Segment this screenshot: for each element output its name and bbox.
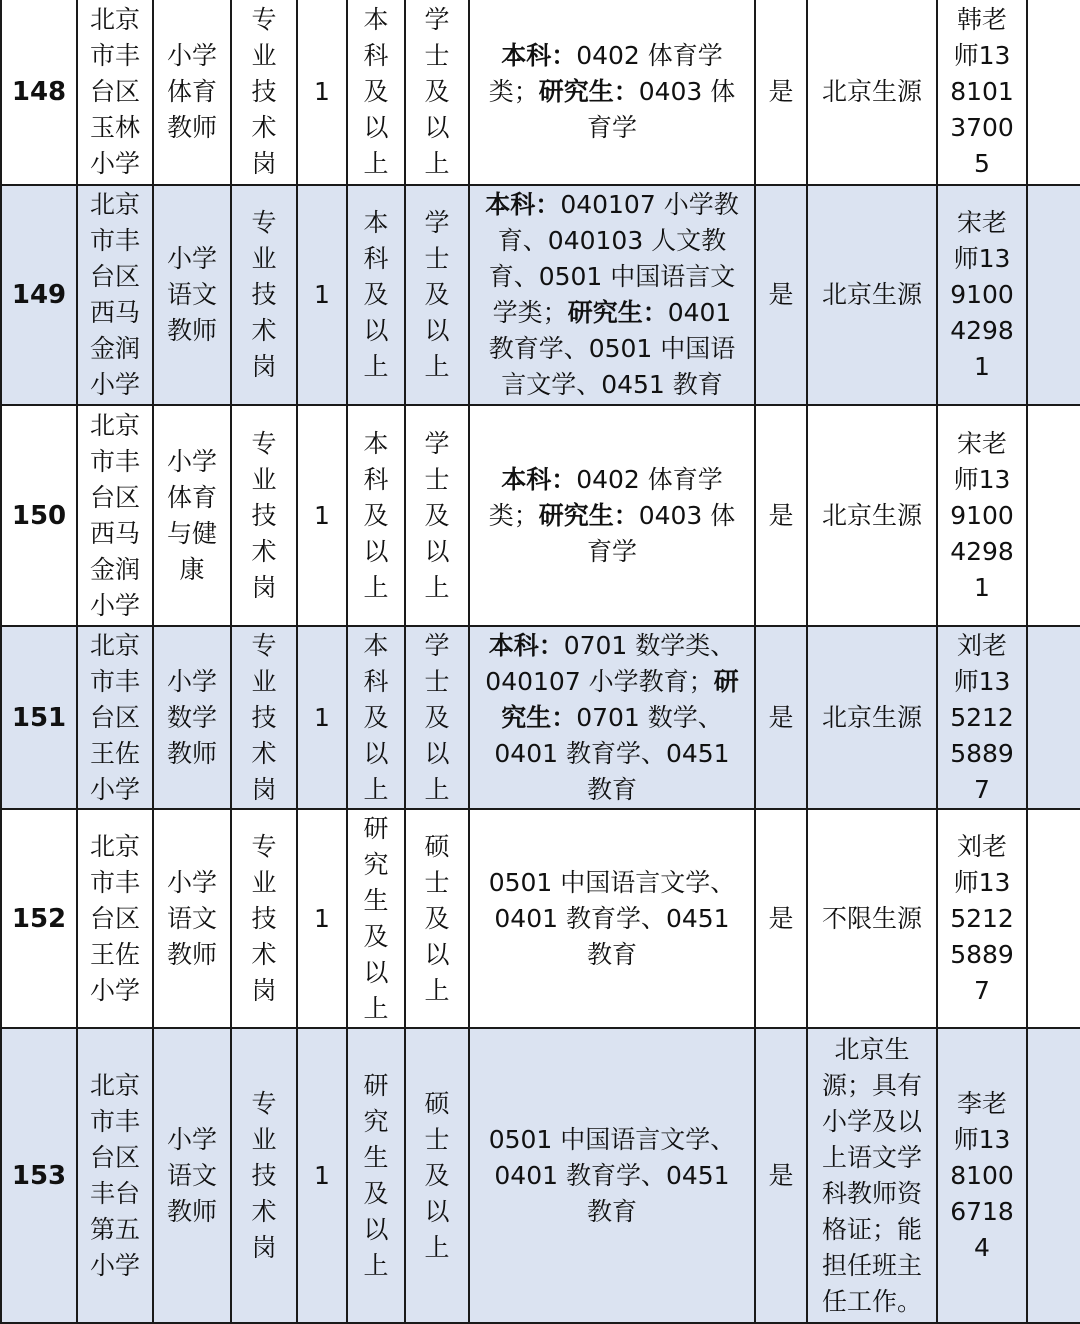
empty-cell [1027, 626, 1080, 809]
education-level: 本 科 及 以 上 [347, 405, 405, 626]
position-type: 专 业 技 术 岗 [231, 626, 297, 809]
table-row [1, 405, 1080, 626]
education-level: 研 究 生 及 以 上 [347, 1028, 405, 1323]
unit-name: 北京市丰台区王佐小学 [77, 809, 153, 1028]
position-type: 专 业 技 术 岗 [231, 185, 297, 405]
source-requirement: 北京生源 [807, 626, 937, 809]
job-title: 小学体育教师 [153, 0, 231, 185]
position-type: 专 业 技 术 岗 [231, 809, 297, 1028]
position-type: 专 业 技 术 岗 [231, 1028, 297, 1323]
empty-cell [1027, 0, 1080, 185]
degree-level: 硕 士 及 以 上 [405, 1028, 469, 1323]
degree-level: 学 士 及 以 上 [405, 0, 469, 185]
position-type: 专 业 技 术 岗 [231, 0, 297, 185]
unit-name: 北京市丰台区西马金润小学 [77, 185, 153, 405]
major-text: 0501 中国语言文学、0401 教育学、0451 教育 [488, 867, 736, 969]
row-number: 150 [1, 405, 77, 626]
source-requirement: 北京生源；具有小学及以上语文学科教师资格证；能担任班主任工作。 [807, 1028, 937, 1323]
requirement-flag: 是 [755, 185, 807, 405]
row-number: 153 [1, 1028, 77, 1323]
degree-level: 硕 士 及 以 上 [405, 809, 469, 1028]
requirement-flag: 是 [755, 809, 807, 1028]
major-text: 040107 小学教育、040103 人文教育、0501 中国语言文学类； [488, 190, 739, 327]
job-title: 小学语文教师 [153, 809, 231, 1028]
major-requirement [469, 405, 755, 626]
major-text: 0402 体育学类； [488, 464, 723, 530]
education-level: 本 科 及 以 上 [347, 0, 405, 185]
degree-level: 学 士 及 以 上 [405, 185, 469, 405]
education-level: 本 科 及 以 上 [347, 626, 405, 809]
education-level: 本 科 及 以 上 [347, 185, 405, 405]
major-requirement [469, 809, 755, 1028]
major-text: 0402 体育学类； [488, 41, 723, 106]
major-level-label: 本科： [485, 190, 561, 219]
major-text: 0401 教育学、0501 中国语言文学、0451 教育 [488, 298, 736, 399]
major-level-label: 本科： [488, 630, 564, 660]
major-level-label: 本科： [501, 41, 577, 70]
degree-level: 学 士 及 以 上 [405, 626, 469, 809]
row-number: 151 [1, 626, 77, 809]
job-title: 小学数学教师 [153, 626, 231, 809]
major-level-label: 研究生： [567, 298, 668, 327]
table-row [1, 809, 1080, 1028]
table-row [1, 1028, 1080, 1323]
major-requirement [469, 0, 755, 185]
contact-info: 宋老师13910042981 [937, 405, 1027, 626]
major-level-label: 研究生： [501, 666, 739, 732]
unit-name: 北京市丰台区王佐小学 [77, 626, 153, 809]
row-number: 148 [1, 0, 77, 185]
hire-count: 1 [297, 1028, 347, 1323]
table-row [1, 0, 1080, 185]
major-text: 0501 中国语言文学、0401 教育学、0451 教育 [488, 1124, 736, 1226]
hire-count: 1 [297, 405, 347, 626]
empty-cell [1027, 185, 1080, 405]
contact-info: 韩老师13810137005 [937, 0, 1027, 185]
hire-count: 1 [297, 626, 347, 809]
major-requirement [469, 185, 755, 405]
major-requirement [469, 626, 755, 809]
requirement-flag: 是 [755, 1028, 807, 1323]
requirement-flag: 是 [755, 405, 807, 626]
hire-count: 1 [297, 0, 347, 185]
job-title: 小学语文教师 [153, 185, 231, 405]
degree-level: 学 士 及 以 上 [405, 405, 469, 626]
major-level-label: 本科： [501, 464, 577, 494]
major-level-label: 研究生： [538, 77, 639, 106]
job-title: 小学语文教师 [153, 1028, 231, 1323]
row-number: 149 [1, 185, 77, 405]
empty-cell [1027, 809, 1080, 1028]
empty-cell [1027, 405, 1080, 626]
major-text: 0403 体育学 [586, 500, 736, 566]
major-text: 0701 数学类、040107 小学教育； [485, 630, 736, 696]
unit-name: 北京市丰台区玉林小学 [77, 0, 153, 185]
requirement-flag: 是 [755, 626, 807, 809]
contact-info: 刘老师13521258897 [937, 626, 1027, 809]
table-row [1, 185, 1080, 405]
contact-info: 宋老师13910042981 [937, 185, 1027, 405]
unit-name: 北京市丰台区丰台第五小学 [77, 1028, 153, 1323]
unit-name: 北京市丰台区西马金润小学 [77, 405, 153, 626]
job-title: 小学体育与健康 [153, 405, 231, 626]
major-text: 0403 体育学 [586, 77, 736, 142]
source-requirement: 北京生源 [807, 185, 937, 405]
major-level-label: 研究生： [538, 500, 639, 530]
source-requirement: 不限生源 [807, 809, 937, 1028]
major-text: 0701 数学、0401 教育学、0451 教育 [494, 702, 730, 804]
contact-info: 李老师13810067184 [937, 1028, 1027, 1323]
hire-count: 1 [297, 185, 347, 405]
source-requirement: 北京生源 [807, 0, 937, 185]
contact-info: 刘老师13521258897 [937, 809, 1027, 1028]
major-requirement [469, 1028, 755, 1323]
position-type: 专 业 技 术 岗 [231, 405, 297, 626]
empty-cell [1027, 1028, 1080, 1323]
requirement-flag: 是 [755, 0, 807, 185]
source-requirement: 北京生源 [807, 405, 937, 626]
table-row [1, 626, 1080, 809]
row-number: 152 [1, 809, 77, 1028]
hire-count: 1 [297, 809, 347, 1028]
education-level: 研 究 生 及 以 上 [347, 809, 405, 1028]
